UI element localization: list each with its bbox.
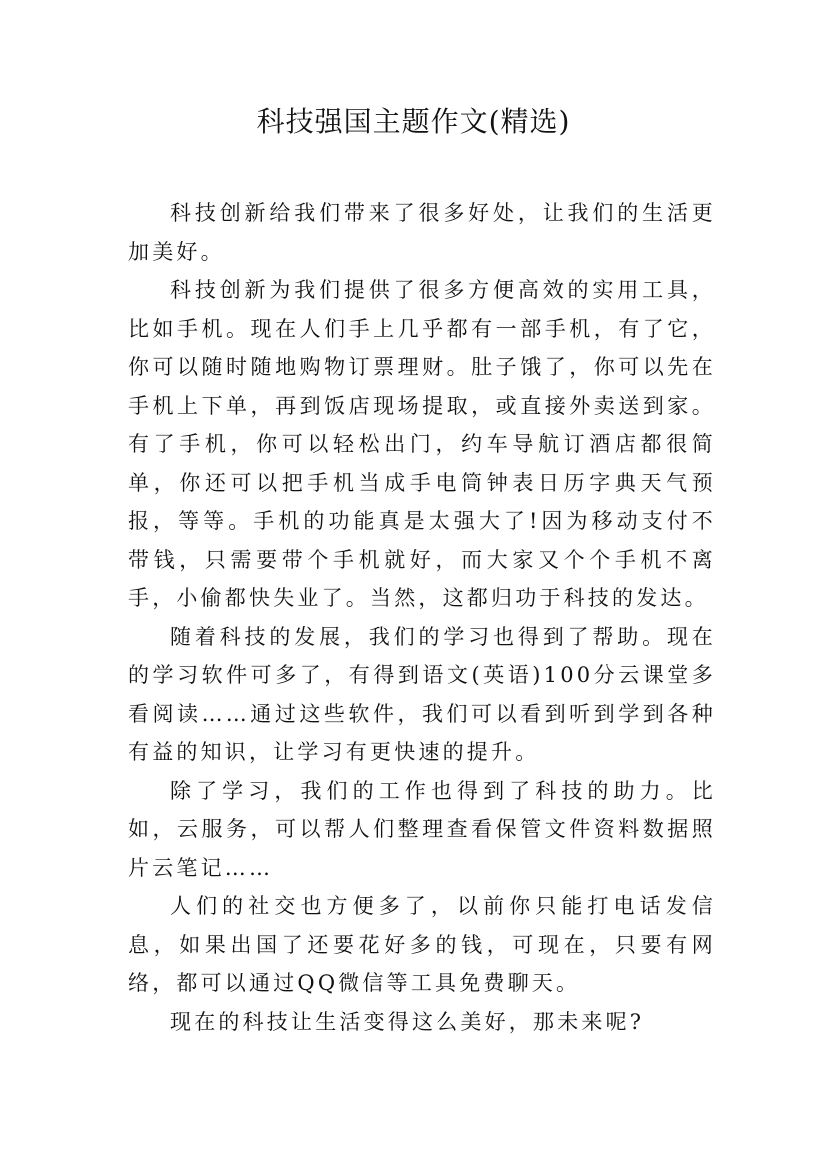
paragraph: 随着科技的发展，我们的学习也得到了帮助。现在的学习软件可多了，有得到语文(英语)100分云课堂多看阅读……通过这些软件，我们可以看到听到学到各种有益的知识，让学习有更快速的提升。 xyxy=(128,624,716,764)
paragraph: 科技创新为我们提供了很多方便高效的实用工具，比如手机。现在人们手上几乎都有一部手机，有了它，你可以随时随地购物订票理财。肚子饿了，你可以先在手机上下单，再到饭店现场提取，或直接外卖送到家。有了手机，你可以轻松出门，约车导航订酒店都很简单，你还可以把手机当成手电筒钟表日历字典天气预报，等等。手机的功能真是太强大了!因为移动支付不带钱，只需要带个手机就好，而大家又个个手机不离手，小偷都快失业了。当然，这都归功于科技的发达。 xyxy=(128,278,716,610)
document-title: 科技强国主题作文(精选) xyxy=(256,105,571,138)
paragraph: 现在的科技让生活变得这么美好，那未来呢? xyxy=(170,1009,645,1034)
document-body xyxy=(128,194,716,1041)
paragraph: 人们的社交也方便多了，以前你只能打电话发信息，如果出国了还要花好多的钱，可现在，只要有网络，都可以通过QQ微信等工具免费聊天。 xyxy=(128,894,716,995)
paragraph: 除了学习，我们的工作也得到了科技的助力。比如，云服务，可以帮人们整理查看保管文件资料数据照片云笔记…… xyxy=(128,778,716,880)
paragraph: 科技创新给我们带来了很多好处，让我们的生活更加美好。 xyxy=(128,201,716,264)
